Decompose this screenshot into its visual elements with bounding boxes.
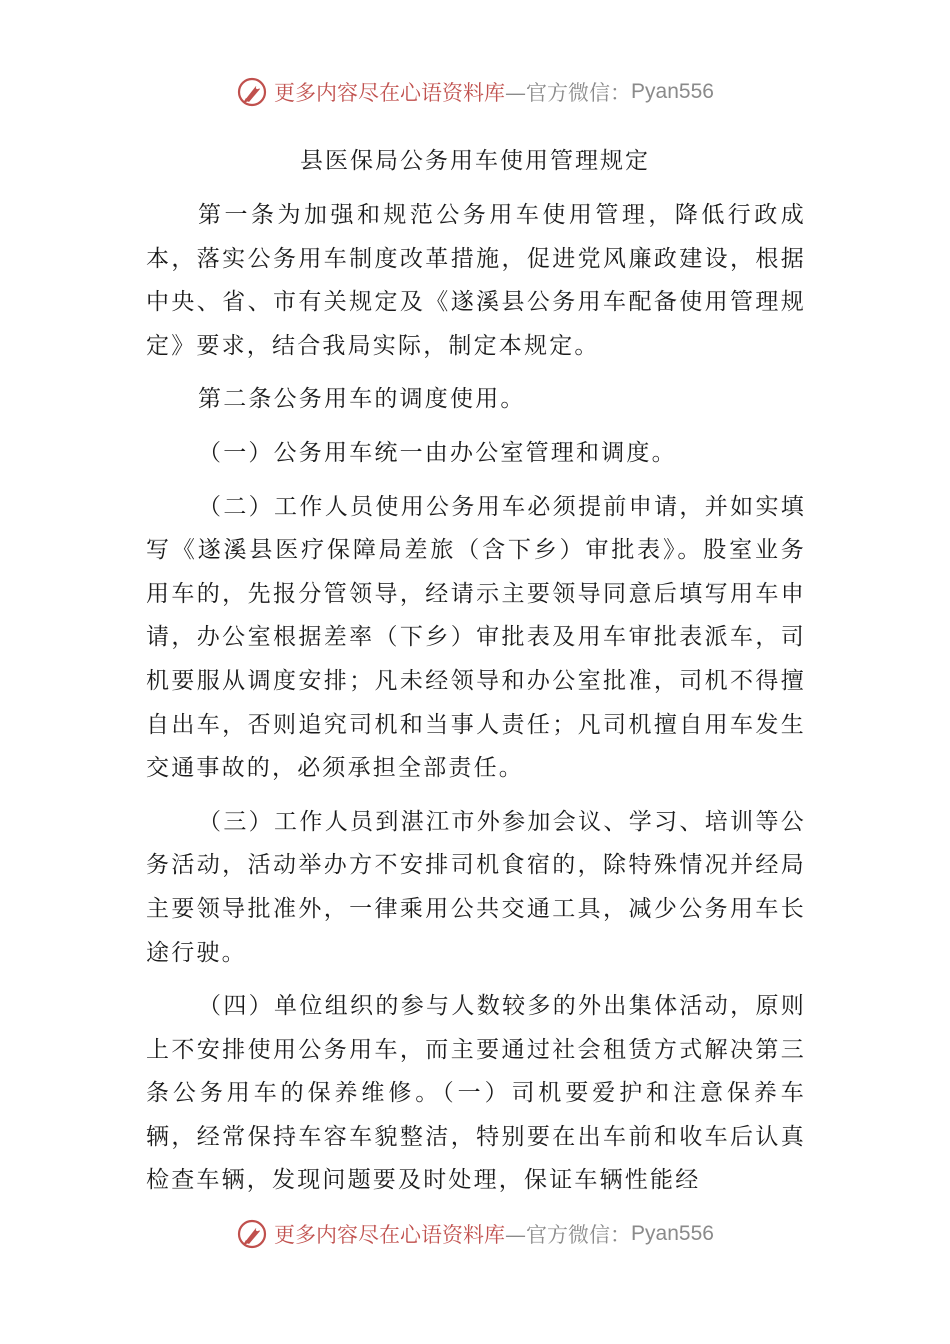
document-body <box>146 194 806 1200</box>
paragraph-article-2: 第二条公务用车的调度使用。 <box>198 386 526 413</box>
pen-nib-logo-icon <box>236 76 268 108</box>
document-title: 县医保局公务用车使用管理规定 <box>300 148 650 174</box>
watermark-sub-text: —官方微信： <box>505 81 632 105</box>
watermark-sub-text: —官方微信： <box>505 1223 632 1247</box>
watermark-wechat-id: Pyan556 <box>631 1222 714 1245</box>
paragraph-item-2: （二）工作人员使用公务用车必须提前申请，并如实填写《遂溪县医疗保障局差旅（含下乡）审批表》。股室业务用车的，先报分管领导，经请示主要领导同意后填写用车申请，办公室根据差率（下乡）审批表及用车审批表派车，司机要服从调度安排；凡未经领导和办公室批准，司机不得擅自出车，否则追究司机和当事人责任；凡司机擅自用车发生交通事故的，必须承担全部责任。 <box>146 493 806 782</box>
paragraph-item-1: （一）公务用车统一由办公室管理和调度。 <box>198 439 677 466</box>
paragraph-item-4: （四）单位组织的参与人数较多的外出集体活动，原则上不安排使用公务用车，而主要通过社会租赁方式解决第三条公务用车的保养维修。（一）司机要爱护和注意保养车辆，经常保持车容车貌整洁，特别要在出车前和收车后认真检查车辆，发现问题要及时处理，保证车辆性能经 <box>146 993 806 1194</box>
pen-nib-logo-icon <box>236 1218 268 1250</box>
watermark-main-text: 更多内容尽在心语资料库 <box>274 81 506 105</box>
watermark-main-text: 更多内容尽在心语资料库 <box>274 1223 506 1247</box>
paragraph-article-1: 第一条为加强和规范公务用车使用管理，降低行政成本，落实公务用车制度改革措施，促进党风廉政建设，根据中央、省、市有关规定及《遂溪县公务用车配备使用管理规定》要求，结合我局实际，制定本规定。 <box>146 202 806 359</box>
paragraph-item-3: （三）工作人员到湛江市外参加会议、学习、培训等公务活动，活动举办方不安排司机食宿的，除特殊情况并经局主要领导批准外，一律乘用公共交通工具，减少公务用车长途行驶。 <box>146 808 806 966</box>
watermark-wechat-id: Pyan556 <box>631 80 714 103</box>
header-watermark <box>0 72 950 112</box>
footer-watermark <box>0 1214 950 1254</box>
